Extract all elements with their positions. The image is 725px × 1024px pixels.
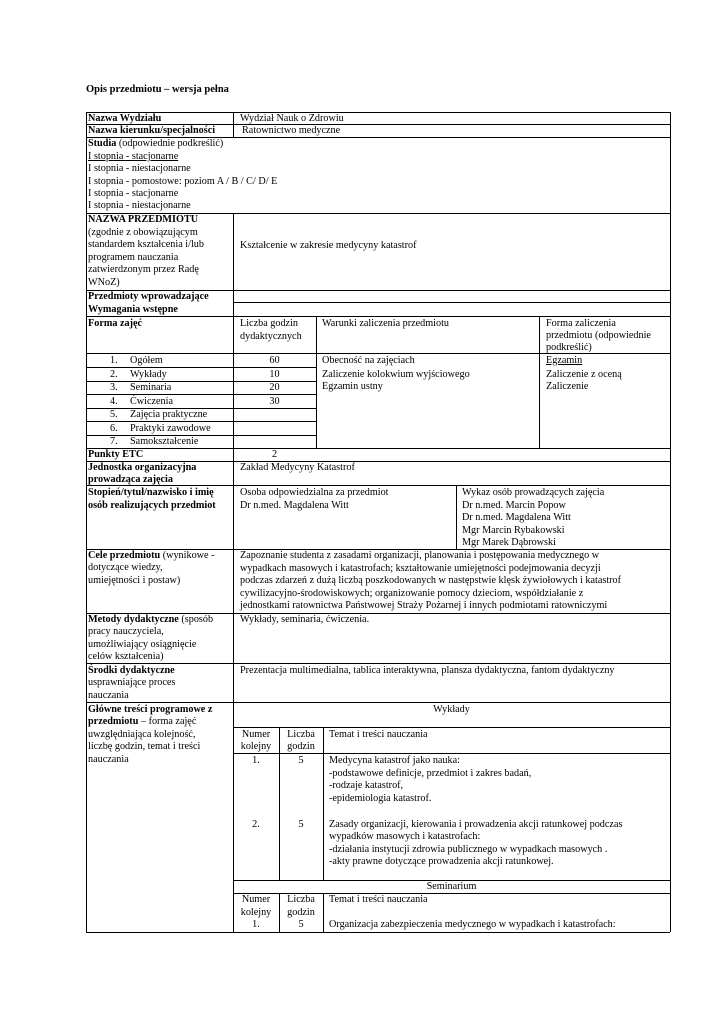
form-row-hours: 30 — [269, 396, 280, 407]
goals-label-note: dotyczące wiedzy, — [88, 562, 163, 573]
goals-label-note: (wynikowe - — [162, 550, 215, 561]
hours-header-line: godzin — [287, 741, 315, 752]
persons-label-line: osób realizujących przedmiot — [88, 500, 216, 511]
form-row-num: 7. — [110, 436, 118, 447]
lecture-line: Zasady organizacji, kierowania i prowadzenia akcji ratunkowej podczas — [329, 819, 623, 830]
form-row-hours: 60 — [269, 355, 280, 366]
lecture-line: -rodzaje katastrof, — [329, 780, 404, 791]
subject-note-line: (zgodnie z obowiązującym — [88, 227, 198, 238]
seminar-line: Organizacja zabezpieczenia medycznego w wypadkach i katastrofach: — [329, 919, 616, 930]
methods-label-note: pracy nauczyciela, — [88, 626, 164, 637]
teacher-name: Dr n.med. Magdalena Witt — [462, 512, 571, 523]
subject-note-line: programem nauczania — [88, 252, 179, 263]
form-row-name: Praktyki zawodowe — [130, 423, 211, 434]
goals-text-line: Zapoznanie studenta z zasadami organizacji, planowania i postępowania medycznego w — [240, 550, 600, 561]
studies-label: Studia — [88, 138, 117, 149]
content-label-note: – forma zajęć — [140, 716, 197, 727]
goals-text-line: cywilizacyjno-środowiskowych; organizowanie pomocy dzieciom, współdziałanie z — [240, 588, 584, 599]
methods-label-note: celów kształcenia) — [88, 651, 164, 662]
col-divider — [233, 112, 234, 137]
studies-option: I stopnia - niestacjonarne — [88, 200, 191, 211]
form-row-num: 5. — [110, 409, 118, 420]
studies-option: I stopnia - niestacjonarne — [88, 163, 191, 174]
lecture-line: -akty prawne dotyczące prowadzenia akcji ratunkowej. — [329, 856, 554, 867]
goals-label: Cele przedmiotu — [88, 550, 161, 561]
tools-label-note: usprawniające proces — [88, 677, 176, 688]
teacher-name: Dr n.med. Marcin Popow — [462, 500, 566, 511]
goals-text-line: wypadkach masowych i katastrofach; kształtowanie umiejętności podejmowania decyzji — [240, 563, 601, 574]
hours-header-line: Liczba — [287, 729, 315, 740]
lecture-hours: 5 — [298, 819, 304, 830]
num-header-line: kolejny — [240, 907, 272, 918]
ects-label: Punkty ETC — [88, 449, 144, 460]
form-row-num: 1. — [110, 355, 118, 366]
hours-header-line: Liczba — [287, 894, 315, 905]
form-row-name: Ćwiczenia — [130, 396, 173, 407]
intro-subjects-label: Przedmioty wprowadzające — [88, 291, 209, 302]
unit-label-line: Jednostka organizacyjna — [88, 462, 197, 473]
forms-label: Forma zajęć — [88, 318, 143, 329]
col-divider — [323, 893, 324, 932]
row-divider — [86, 663, 670, 664]
teacher-name: Mgr Marcin Rybakowski — [462, 525, 565, 536]
studies-option: I stopnia - stacjonarne — [88, 151, 179, 162]
unit-label-line: prowadząca zajęcia — [88, 474, 173, 485]
tools-value: Prezentacja multimedialna, tablica interaktywna, plansza dydaktyczna, fantom dydaktyczny — [240, 665, 615, 676]
responsible-person: Dr n.med. Magdalena Witt — [240, 500, 349, 511]
content-label-line — [88, 716, 196, 728]
content-label-note: uwzględniająca kolejność, — [88, 729, 196, 740]
subject-note-line: WNoZ) — [88, 277, 120, 288]
seminar-title: Seminarium — [426, 881, 477, 892]
row-divider — [86, 702, 670, 703]
condition-item: Egzamin ustny — [322, 381, 383, 392]
row-divider — [86, 485, 670, 486]
content-label-note: liczbę godzin, temat i treści — [88, 741, 201, 752]
studies-option: I stopnia - pomostowe: poziom A / B / C/ D/ E — [88, 176, 278, 187]
table-border-left — [86, 112, 87, 932]
field-label: Nazwa kierunku/specjalności — [88, 125, 216, 136]
subject-value: Kształcenie w zakresie medycyny katastrof — [240, 240, 417, 251]
lecture-num: 1. — [252, 755, 260, 766]
form-row-name: Seminaria — [130, 382, 172, 393]
teachers-header: Wykaz osób prowadzących zajęcia — [462, 487, 605, 498]
methods-label-note: (sposób — [181, 614, 214, 625]
row-divider — [233, 727, 670, 728]
form-row-num: 3. — [110, 382, 118, 393]
condition-item: Obecność na zajęciach — [322, 355, 415, 366]
requirements-label: Wymagania wstępne — [88, 304, 178, 315]
row-divider — [233, 302, 670, 303]
unit-value: Zakład Medycyny Katastrof — [240, 462, 355, 473]
form-row-num: 6. — [110, 423, 118, 434]
completion-header-line: Forma zaliczenia — [546, 318, 616, 329]
lecture-line: -podstawowe definicje, przedmiot i zakres badań, — [329, 768, 532, 779]
form-row-hours: 20 — [269, 382, 280, 393]
seminar-hours: 5 — [298, 919, 304, 930]
form-row-hours: 10 — [269, 369, 280, 380]
seminar-num: 1. — [252, 919, 260, 930]
tools-label-note: nauczania — [88, 690, 129, 701]
form-row-name: Ogółem — [130, 355, 163, 366]
topic-header: Temat i treści nauczania — [329, 894, 428, 905]
topic-header: Temat i treści nauczania — [329, 729, 428, 740]
completion-header-line: podkreślić) — [546, 342, 592, 353]
faculty-value: Wydział Nauk o Zdrowiu — [240, 113, 344, 124]
content-label-note: nauczania — [88, 754, 129, 765]
form-row-name: Samokształcenie — [130, 436, 199, 447]
lecture-num: 2. — [252, 819, 260, 830]
lecture-line: Medycyna katastrof jako nauka: — [329, 755, 460, 766]
lecture-line: wypadków masowych i katastrofach: — [329, 831, 481, 842]
col-divider — [456, 485, 457, 549]
lecture-line: -epidemiologia katastrof. — [329, 793, 432, 804]
lecture-hours: 5 — [298, 755, 304, 766]
content-label: Główne treści programowe z — [88, 704, 213, 715]
ects-value: 2 — [271, 449, 278, 460]
goals-text-line: podczas zdarzeń z dużą liczbą poszkodowanych w następstwie klęsk żywiołowych i katastrof — [240, 575, 622, 586]
table-border-bottom — [86, 932, 670, 933]
subject-note-line: standardem kształcenia i/lub — [88, 239, 204, 250]
page-title: Opis przedmiotu – wersja pełna — [86, 84, 229, 95]
hours-header-line: Liczba godzin — [240, 318, 298, 329]
table-border-right — [670, 112, 671, 932]
form-row-name: Wykłady — [130, 369, 167, 380]
methods-label-note: umożliwiający osiągnięcie — [88, 639, 197, 650]
conditions-header: Warunki zaliczenia przedmiotu — [322, 318, 450, 329]
completion-item: Egzamin — [546, 355, 583, 366]
tools-label: Środki dydaktyczne — [88, 665, 175, 676]
form-row-num: 2. — [110, 369, 118, 380]
table-border-top — [86, 112, 670, 113]
num-header-line: Numer — [241, 894, 271, 905]
completion-item: Zaliczenie — [546, 381, 589, 392]
studies-label-line — [88, 138, 223, 150]
studies-option: I stopnia - stacjonarne — [88, 188, 179, 199]
hours-header-line: dydaktycznych — [240, 331, 302, 342]
methods-label-line — [88, 614, 213, 626]
num-header-line: kolejny — [240, 741, 272, 752]
col-divider — [539, 316, 540, 448]
faculty-label: Nazwa Wydziału — [88, 113, 162, 124]
form-row-num: 4. — [110, 396, 118, 407]
col-divider — [323, 727, 324, 880]
completion-item: Zaliczenie z oceną — [546, 369, 622, 380]
num-header-line: Numer — [241, 729, 271, 740]
methods-label: Metody dydaktyczne — [88, 614, 179, 625]
content-label: przedmiotu — [88, 716, 139, 727]
field-value: Ratownictwo medyczne — [242, 125, 341, 136]
col-divider — [316, 316, 317, 448]
persons-label-line: Stopień/tytuł/nazwisko i imię — [88, 487, 214, 498]
subject-note-line: zatwierdzonym przez Radę — [88, 264, 199, 275]
methods-value: Wykłady, seminaria, ćwiczenia. — [240, 614, 370, 625]
hours-header-line: godzin — [287, 907, 315, 918]
lectures-title: Wykłady — [433, 704, 470, 715]
studies-note: (odpowiednie podkreślić) — [118, 138, 224, 149]
condition-item: Zaliczenie kolokwium wyjściowego — [322, 369, 470, 380]
goals-label-line — [88, 550, 214, 562]
teacher-name: Mgr Marek Dąbrowski — [462, 537, 556, 548]
goals-text-line: jednostkami ratownictwa Państwowej Straży Pożarnej i innych podmiotami ratowniczymi — [240, 600, 608, 611]
goals-label-note: umiejętności i postaw) — [88, 575, 181, 586]
lecture-line: -działania instytucji zdrowia publicznego w wypadkach masowych . — [329, 844, 608, 855]
subject-label: NAZWA PRZEDMIOTU — [88, 214, 199, 225]
responsible-header: Osoba odpowiedzialna za przedmiot — [240, 487, 389, 498]
form-row-name: Zajęcia praktyczne — [130, 409, 208, 420]
completion-header-line: przedmiotu (odpowiednie — [546, 330, 651, 341]
